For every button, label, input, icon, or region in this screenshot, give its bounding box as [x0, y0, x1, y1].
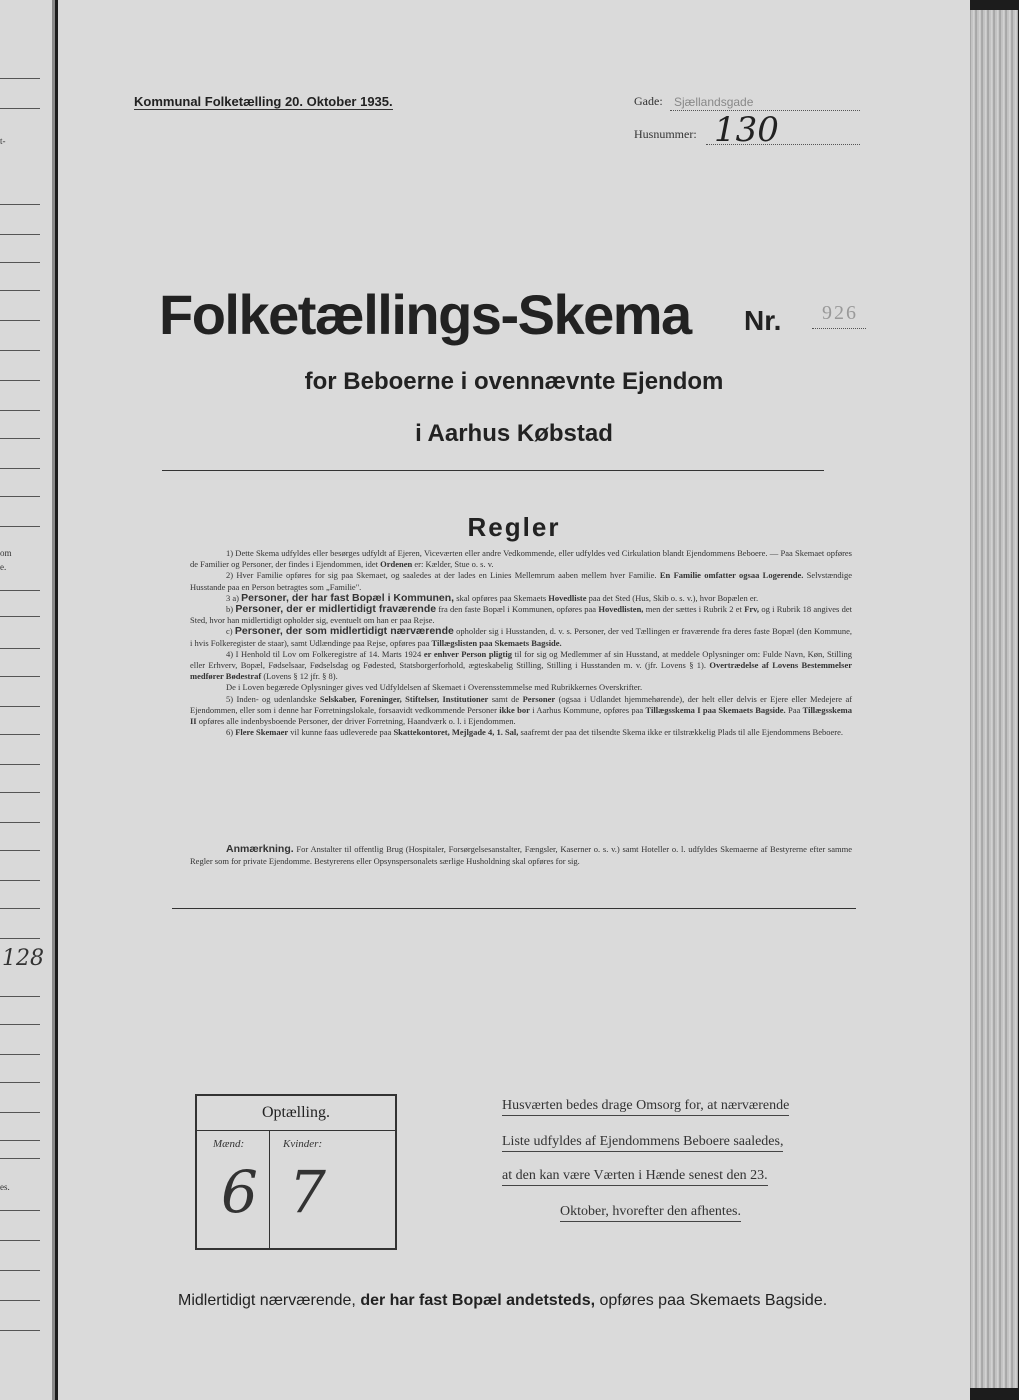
ruled-line	[0, 78, 40, 79]
margin-fragment: t-	[0, 136, 6, 146]
previous-page-edge	[0, 0, 55, 1400]
subtitle-residents: for Beboerne i ovennævnte Ejendom	[304, 368, 724, 395]
margin-fragment: es.	[0, 1182, 10, 1192]
house-number-value: 130	[714, 110, 779, 150]
ruled-line	[0, 1054, 40, 1055]
rule-1: 1) Dette Skema udfyldes eller besørges udfyldt af Ejeren, Viceværten eller andre Vedkommende, eller udfyldes ved Cirkulation blandt Ejendommens Beboere. — Paa Skemaet opføres de Familier og Personer, der findes i Ejendommen, idet Ordenen er: Kælder, Stue o. s. v.	[190, 548, 852, 570]
rule-6: 6) Flere Skemaer vil kunne faas udleverede paa Skattekontoret, Mejlgade 4, 1. Sal, saafremt der paa det tilsendte Skema ikke er tilstrækkelig Plads til alle Ejendommens Beboere.	[226, 727, 843, 738]
margin-fragment: e.	[0, 562, 7, 572]
ruled-line	[0, 290, 40, 291]
ruled-line	[0, 1240, 40, 1241]
ruled-line	[0, 350, 40, 351]
count-title: Optælling.	[261, 1104, 330, 1121]
ruled-line	[0, 792, 40, 793]
men-count: 6	[221, 1158, 258, 1226]
ruled-line	[0, 108, 40, 109]
remark-paragraph	[190, 844, 852, 867]
ruled-line	[0, 908, 40, 909]
margin-fragment: om	[0, 548, 12, 558]
ruled-line	[0, 996, 40, 997]
number-label: Nr.	[744, 305, 782, 336]
men-label: Mænd:	[213, 1138, 245, 1150]
rule-4b: De i Loven begærede Oplysninger gives ved Udfyldelsen af Skemaet i Overensstemmelse med Rubrikkernes Overskrifter.	[226, 682, 643, 693]
ruled-line	[0, 1140, 40, 1141]
divider-line	[162, 470, 824, 471]
ruled-line	[0, 438, 40, 439]
handwritten-number: 128	[2, 946, 44, 971]
ruled-line	[0, 496, 40, 497]
street-label: Gade:	[634, 94, 663, 108]
ruled-line	[0, 1300, 40, 1301]
notice-line-4: Oktober, hvorefter den afhentes.	[560, 1204, 741, 1222]
ruled-line	[0, 734, 40, 735]
house-number-label: Husnummer:	[634, 127, 697, 141]
notice-line-3: at den kan være Værten i Hænde senest den 23.	[502, 1168, 768, 1186]
ruled-line	[0, 822, 40, 823]
women-label: Kvinder:	[283, 1138, 323, 1150]
ruled-line	[0, 850, 40, 851]
ruled-line	[0, 880, 40, 881]
rule-3a: 3 a) Personer, der har fast Bopæl i Kommunen, skal opføres paa Skemaets Hovedliste paa det Sted (Hus, Skib o. s. v.), hvor Bopælen er.	[226, 591, 759, 604]
subtitle-town: i Aarhus Købstad	[415, 420, 613, 447]
rule-5: 5) Inden- og udenlandske Selskaber, Foreninger, Stiftelser, Institutioner samt de Personer (ogsaa i Udlandet hjemmehørende), der helt eller delvis er Ejere eller Medejere af Ejendommen, eller som i denne har Forretningslokale, forsaavidt vedkommende Personer ikke bor i Aarhus Kommune, opføres paa Tillægsskema I paa Skemaets Bagside. Paa Tillægsskema II opføres alle indenbysboende Personer, der driver Forretning, Haandværk o. l. i Ejendommen.	[190, 693, 853, 727]
count-box	[195, 1094, 397, 1250]
women-count: 7	[289, 1158, 326, 1226]
ruled-line	[0, 320, 40, 321]
census-form-page	[58, 0, 970, 1400]
ruled-line	[0, 706, 40, 707]
count-divider	[197, 1130, 395, 1131]
ruled-line	[0, 234, 40, 235]
ruled-line	[0, 468, 40, 469]
ruled-line	[0, 1024, 40, 1025]
remark-heading: Anmærkning.	[226, 843, 294, 855]
ruled-line	[0, 380, 40, 381]
remark-text: For Anstalter til offentlig Brug (Hospitaler, Forsørgelsesanstalter, Fængsler, Kaserner o. s. v.) samt Hoteller o. l. udfyldes Skemaerne af Bestyrerne efter samme Regler som for private Ejendomme. Bestyrerens eller Opsynspersonalets særlige Husholdning skal opføres for sig.	[190, 844, 852, 866]
ruled-line	[0, 204, 40, 205]
ruled-line	[0, 1270, 40, 1271]
notice-line-2: Liste udfyldes af Ejendommens Beboere saaledes,	[502, 1134, 783, 1152]
divider-line	[172, 908, 856, 909]
ruled-line	[0, 410, 40, 411]
ruled-line	[0, 1112, 40, 1113]
ruled-line	[0, 590, 40, 591]
ruled-line	[0, 938, 40, 939]
rule-3c: c) Personer, der som midlertidigt nærværende opholder sig i Husstanden, d. v. s. Personer, der ved Tællingen er fraværende fra deres faste Bopæl (den Kommune, i hvis Folkeregister de staar), samt Udlændinge paa Rejse, opføres paa Tillægslisten paa Skemaets Bagside.	[190, 625, 853, 648]
ruled-line	[0, 616, 40, 617]
house-number-dotted-line	[706, 144, 860, 145]
notice-line-1: Husværten bedes drage Omsorg for, at nærværende	[502, 1098, 789, 1116]
ruled-line	[0, 1082, 40, 1083]
ruled-line	[0, 676, 40, 677]
rule-4: 4) I Henhold til Lov om Folkeregistre af 14. Marts 1924 er enhver Person pligtig til for sig og Medlemmer af sin Husstand, at meddele Oplysninger om: Fulde Navn, Køn, Stilling eller Erhverv, Bopæl, Fødselsaar, Fødselsdag og Fødested, Statsborgerforhold, ægteskabelig Stilling, Stilling i Husstanden m. v. (jfr. Lovens § 1). Overtrædelse af Lovens Bestemmelser medfører Bødestraf (Lovens § 12 jfr. § 8).	[190, 648, 853, 682]
count-column-divider	[269, 1130, 270, 1248]
footer-note: Midlertidigt nærværende, der har fast Bopæl andetsteds, opføres paa Skemaets Bagside.	[178, 1292, 828, 1309]
ruled-line	[0, 262, 40, 263]
rules-heading: Regler	[467, 512, 561, 542]
form-number: 926	[822, 302, 858, 324]
rule-2: 2) Hver Familie opføres for sig paa Skemaet, og saaledes at der lades en Linies Mellemrum aaben mellem hver Familie. En Familie omfatter ogsaa Logerende. Selvstændige Husstande paa en Person betragtes som „Familie".	[190, 570, 852, 592]
ruled-line	[0, 526, 40, 527]
ruled-line	[0, 1210, 40, 1211]
census-header: Kommunal Folketælling 20. Oktober 1935.	[134, 94, 393, 109]
ruled-line	[0, 648, 40, 649]
rule-3b: b) Personer, der er midlertidigt fraværende fra den faste Bopæl i Kommunen, opføres paa Hovedlisten, men der sættes i Rubrik 2 et Frv, og i Rubrik 18 angives det Sted, hvor han midlertidigt opholder sig, eventuelt om han er paa Rejse.	[190, 603, 852, 626]
rules-text	[190, 548, 852, 738]
street-value: Sjællandsgade	[674, 95, 754, 109]
number-dotted-line	[812, 328, 866, 329]
form-title: Folketællings-Skema	[159, 283, 691, 346]
ruled-line	[0, 1158, 40, 1159]
ruled-line	[0, 1330, 40, 1331]
ruled-line	[0, 764, 40, 765]
